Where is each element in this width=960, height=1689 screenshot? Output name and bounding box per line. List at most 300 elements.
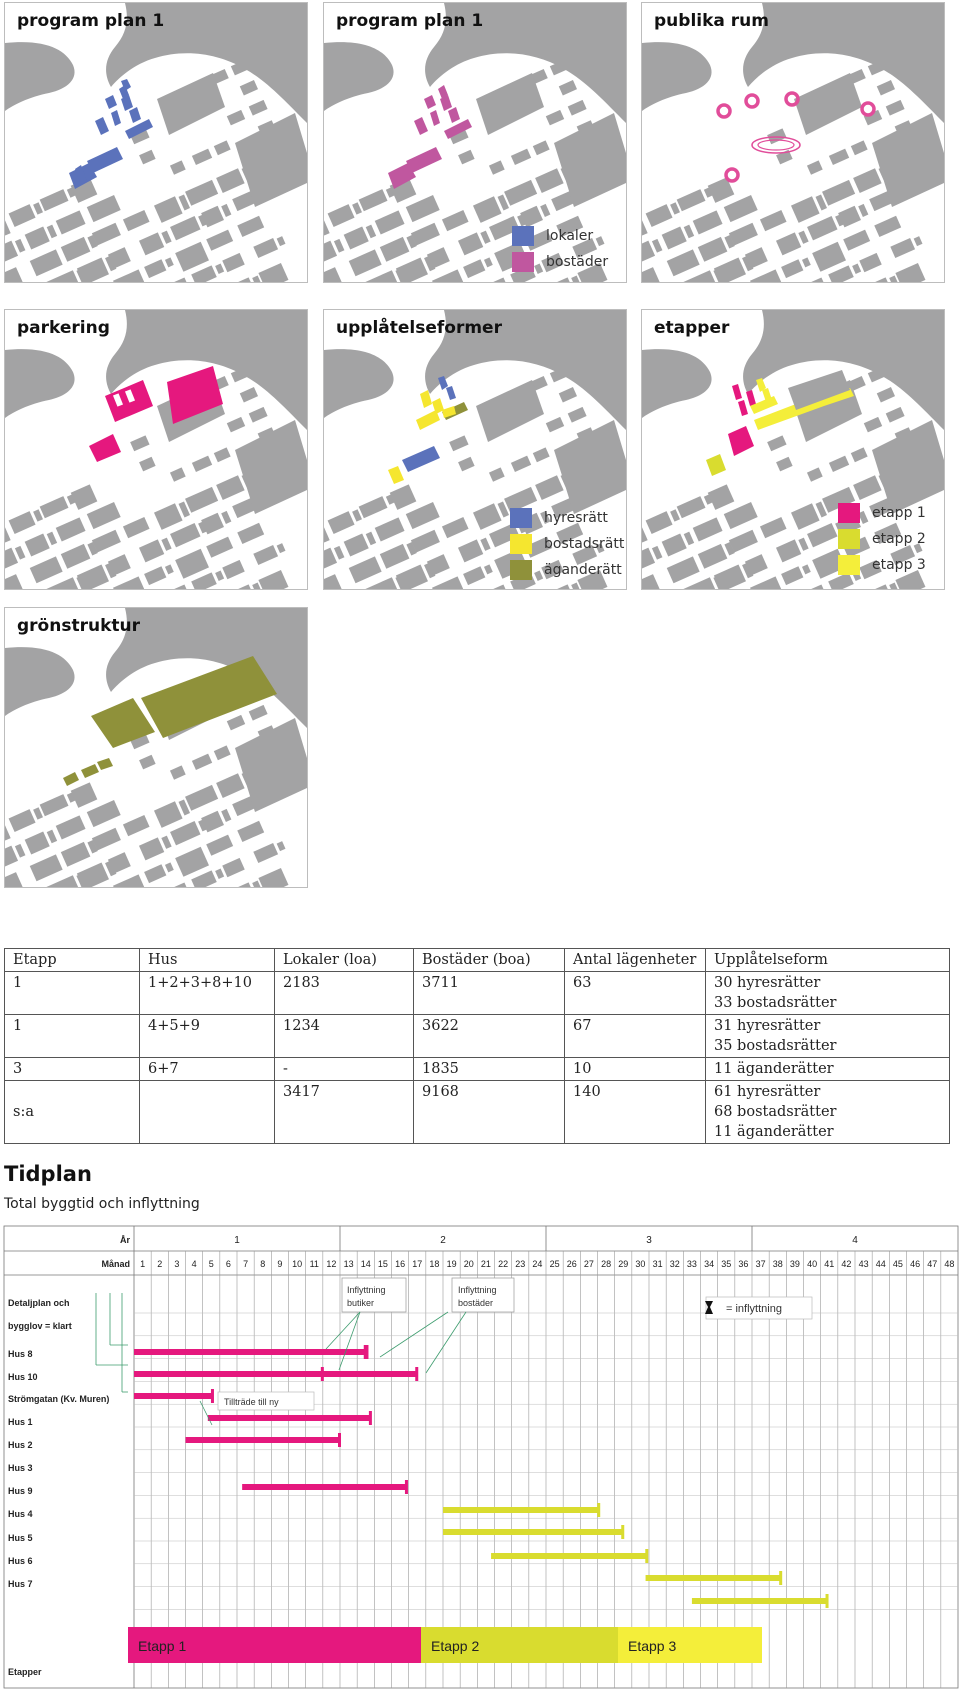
month-label: 12 xyxy=(326,1259,337,1269)
gantt-bar xyxy=(134,1371,417,1377)
building xyxy=(851,447,868,462)
building xyxy=(258,868,288,887)
building xyxy=(559,80,577,95)
building xyxy=(192,456,212,472)
building xyxy=(46,270,82,282)
building xyxy=(185,487,218,513)
building xyxy=(698,237,728,262)
building xyxy=(344,227,369,250)
building xyxy=(9,204,36,227)
green-area xyxy=(63,772,79,786)
building xyxy=(237,523,264,544)
building xyxy=(33,509,43,521)
building xyxy=(56,815,86,839)
building xyxy=(216,475,245,500)
building xyxy=(829,149,849,165)
building xyxy=(206,537,233,558)
building xyxy=(237,216,264,237)
month-label: 39 xyxy=(789,1259,800,1269)
building xyxy=(642,525,648,543)
building xyxy=(458,457,475,472)
building xyxy=(25,534,50,557)
gantt-bar xyxy=(692,1598,828,1604)
building xyxy=(61,237,91,262)
building xyxy=(92,828,121,851)
cell-antal: 10 xyxy=(565,1058,706,1081)
gantt-bar-end xyxy=(621,1525,624,1539)
base-map xyxy=(5,3,307,282)
building xyxy=(807,523,837,547)
month-label: 27 xyxy=(583,1259,594,1269)
building xyxy=(25,227,50,250)
building xyxy=(139,150,156,165)
building xyxy=(56,210,86,234)
building xyxy=(191,265,217,282)
building xyxy=(349,556,382,583)
building xyxy=(277,236,286,246)
building xyxy=(406,502,440,529)
building xyxy=(760,517,787,538)
stage-block xyxy=(732,384,742,400)
month-label: 18 xyxy=(429,1259,440,1269)
building xyxy=(886,100,905,116)
building xyxy=(411,530,440,553)
building xyxy=(714,564,746,589)
building xyxy=(533,140,550,155)
green-area xyxy=(97,758,113,770)
building xyxy=(463,259,485,278)
building xyxy=(47,225,57,239)
building xyxy=(750,576,781,589)
building xyxy=(642,218,648,236)
building xyxy=(642,42,712,111)
section-subtitle: Total byggtid och inflyttning xyxy=(4,1196,200,1212)
building xyxy=(252,583,261,589)
month-label: 11 xyxy=(309,1259,319,1269)
building xyxy=(240,387,258,402)
gantt-bar xyxy=(443,1507,599,1513)
panel-title: program plan 1 xyxy=(336,11,484,31)
panel-title: program plan 1 xyxy=(17,11,165,31)
gantt-bar xyxy=(443,1529,623,1535)
building xyxy=(698,544,728,569)
building xyxy=(253,843,278,863)
building xyxy=(504,180,537,206)
callout-text: Inflyttning xyxy=(458,1285,497,1295)
row-label: Hus 8 xyxy=(8,1349,33,1359)
building xyxy=(154,196,183,223)
cell-lokaler: 2183 xyxy=(275,972,414,1015)
map-panel-program-plan-b xyxy=(323,2,627,283)
building xyxy=(87,502,121,529)
building xyxy=(479,584,511,589)
month-label: 13 xyxy=(343,1259,354,1269)
building xyxy=(776,539,801,562)
stage-block xyxy=(706,454,726,476)
stage-block xyxy=(738,400,748,416)
building xyxy=(144,864,166,883)
row-label: Hus 1 xyxy=(8,1417,33,1427)
building xyxy=(828,265,854,282)
building xyxy=(324,218,330,236)
building xyxy=(877,387,895,402)
building xyxy=(175,847,209,877)
row-label: Hus 6 xyxy=(8,1556,33,1566)
building xyxy=(277,543,286,553)
building xyxy=(890,238,915,258)
building xyxy=(15,239,26,253)
building xyxy=(359,496,388,518)
gantt-bar-end xyxy=(369,1411,372,1425)
building xyxy=(170,765,186,779)
building xyxy=(15,546,26,560)
building xyxy=(646,511,673,534)
building xyxy=(161,231,171,244)
month-label: 45 xyxy=(892,1259,903,1269)
building xyxy=(781,566,803,585)
building xyxy=(92,223,121,246)
building xyxy=(458,150,475,165)
building xyxy=(568,100,587,116)
row-label: Hus 2 xyxy=(8,1440,33,1450)
building xyxy=(683,577,719,589)
stage-block xyxy=(746,390,756,406)
gantt-bar-end xyxy=(645,1549,648,1563)
building xyxy=(216,773,245,798)
legend-swatch xyxy=(510,560,532,580)
row-label: Hus 5 xyxy=(8,1533,33,1543)
building xyxy=(5,548,18,571)
row-label: Hus 7 xyxy=(8,1579,33,1589)
building xyxy=(895,263,925,282)
month-label: 46 xyxy=(910,1259,921,1269)
building xyxy=(170,160,186,174)
public-space-marker xyxy=(726,169,738,181)
building xyxy=(123,210,150,231)
building xyxy=(30,556,63,583)
callout-legend xyxy=(705,1297,812,1319)
building xyxy=(185,785,218,811)
building xyxy=(380,237,410,262)
building xyxy=(724,195,758,222)
cell-etapp: s:a xyxy=(5,1081,140,1144)
cell-bostader: 1835 xyxy=(414,1058,565,1081)
building xyxy=(221,809,231,822)
gantt-bar xyxy=(208,1415,371,1421)
building xyxy=(5,872,25,887)
building xyxy=(144,259,166,278)
month-label: 17 xyxy=(412,1259,423,1269)
building xyxy=(113,576,144,589)
gantt-bar-end xyxy=(321,1367,324,1381)
legend-swatch xyxy=(510,508,532,528)
building xyxy=(139,232,164,255)
building xyxy=(139,755,156,770)
etapp-label: Etapp 1 xyxy=(138,1638,187,1654)
month-label: 5 xyxy=(208,1259,214,1269)
gantt-bar xyxy=(134,1349,366,1355)
month-label: 40 xyxy=(807,1259,818,1269)
gantt-bar-end xyxy=(211,1389,214,1403)
building xyxy=(165,564,174,574)
building xyxy=(843,230,870,251)
table-header: Lokaler (loa) xyxy=(275,949,414,972)
gantt-bar-end xyxy=(779,1571,782,1585)
building xyxy=(9,511,36,534)
gantt-bar xyxy=(646,1575,782,1581)
building xyxy=(476,73,544,135)
building xyxy=(776,457,793,472)
building xyxy=(797,584,829,589)
building xyxy=(365,270,401,282)
building xyxy=(46,577,82,589)
month-label: 7 xyxy=(243,1259,249,1269)
building xyxy=(161,836,171,849)
map-panel-program-plan-a xyxy=(4,2,308,283)
building xyxy=(760,210,787,231)
cell-upplatelse: 31 hyresrätter 35 bostadsrätter xyxy=(706,1015,950,1058)
building xyxy=(5,241,18,264)
month-label: 43 xyxy=(858,1259,869,1269)
building xyxy=(214,745,231,760)
cell-antal: 67 xyxy=(565,1015,706,1058)
building xyxy=(533,447,550,462)
etapper-label: Etapper xyxy=(8,1667,42,1677)
building xyxy=(511,456,531,472)
building xyxy=(227,277,253,282)
building xyxy=(123,815,150,836)
building xyxy=(5,647,75,716)
building xyxy=(258,263,288,282)
legend-item: äganderätt xyxy=(510,557,624,583)
table-row xyxy=(5,1058,950,1081)
building xyxy=(113,269,144,282)
building xyxy=(546,417,564,433)
month-label: 48 xyxy=(944,1259,955,1269)
building xyxy=(677,189,706,211)
building xyxy=(352,202,362,214)
building xyxy=(458,232,483,255)
building xyxy=(324,267,344,282)
building xyxy=(484,564,493,574)
building xyxy=(684,532,694,546)
program-block xyxy=(105,95,117,109)
gantt-bar-end xyxy=(826,1594,829,1608)
legend-swatch xyxy=(838,529,860,549)
building xyxy=(334,239,345,253)
building xyxy=(206,835,233,856)
building xyxy=(642,574,662,589)
building xyxy=(642,349,712,418)
building xyxy=(807,467,823,481)
building xyxy=(170,216,200,240)
legend-swatch xyxy=(838,503,860,523)
building xyxy=(139,837,164,860)
table-header: Etapp xyxy=(5,949,140,972)
map-legend xyxy=(510,505,624,583)
row-label: Hus 4 xyxy=(8,1509,33,1519)
public-space-marker xyxy=(718,105,730,117)
month-label: 2 xyxy=(157,1259,163,1269)
building xyxy=(157,73,225,135)
month-label: 30 xyxy=(635,1259,646,1269)
month-label: 23 xyxy=(515,1259,526,1269)
building xyxy=(864,584,890,589)
cell-hus: 6+7 xyxy=(140,1058,275,1081)
building xyxy=(161,538,171,551)
building xyxy=(724,502,758,529)
building xyxy=(144,566,166,585)
building xyxy=(253,545,278,565)
map-panel-publika-rum xyxy=(641,2,945,283)
table-row xyxy=(5,972,950,1015)
panel-title: parkering xyxy=(17,318,110,338)
building xyxy=(77,257,109,282)
building xyxy=(859,253,882,272)
base-map xyxy=(642,3,944,282)
cell-hus xyxy=(140,1081,275,1144)
building xyxy=(30,249,63,276)
building xyxy=(221,204,231,217)
cell-upplatelse: 30 hyresrätter 33 bostadsrätter xyxy=(706,972,950,1015)
building xyxy=(5,267,25,282)
building xyxy=(571,276,580,282)
building xyxy=(652,546,663,560)
building xyxy=(489,160,505,174)
public-space-marker xyxy=(862,103,874,115)
month-label: 34 xyxy=(704,1259,715,1269)
building xyxy=(798,231,808,244)
building xyxy=(175,549,209,579)
cell-bostader: 3622 xyxy=(414,1015,565,1058)
building xyxy=(240,80,258,95)
stage-block xyxy=(762,388,772,402)
base-map xyxy=(5,310,307,589)
callout-text: Tillträde till ny xyxy=(224,1397,279,1407)
building xyxy=(714,257,746,282)
cell-lokaler: - xyxy=(275,1058,414,1081)
cell-upplatelse: 11 äganderätter xyxy=(706,1058,950,1081)
tenure-block xyxy=(416,410,440,430)
building xyxy=(154,503,183,530)
cell-antal: 63 xyxy=(565,972,706,1015)
month-header: Månad xyxy=(101,1259,130,1269)
building xyxy=(693,517,723,541)
building xyxy=(334,546,345,560)
building xyxy=(113,874,144,887)
cell-hus: 1+2+3+8+10 xyxy=(140,972,275,1015)
building xyxy=(222,253,245,272)
building xyxy=(889,583,898,589)
building xyxy=(5,525,11,543)
building xyxy=(670,202,680,214)
cell-etapp: 1 xyxy=(5,1015,140,1058)
building xyxy=(646,204,673,227)
program-block xyxy=(87,147,123,173)
table-header: Bostäder (boa) xyxy=(414,949,565,972)
month-label: 35 xyxy=(721,1259,732,1269)
building xyxy=(708,484,735,510)
building xyxy=(214,447,231,462)
building xyxy=(480,538,490,551)
building xyxy=(123,517,150,538)
building xyxy=(767,435,786,451)
building xyxy=(215,869,224,879)
building xyxy=(5,42,75,111)
month-label: 16 xyxy=(395,1259,406,1269)
building xyxy=(215,571,224,581)
building xyxy=(571,583,580,589)
building xyxy=(684,225,694,239)
building xyxy=(253,238,278,258)
building xyxy=(359,189,388,211)
building xyxy=(670,509,680,521)
building xyxy=(206,230,233,251)
cell-bostader: 3711 xyxy=(414,972,565,1015)
table-row xyxy=(5,1015,950,1058)
gantt-bar-end xyxy=(415,1367,418,1381)
building xyxy=(15,844,26,858)
building xyxy=(864,417,882,433)
month-label: 4 xyxy=(191,1259,197,1269)
cell-hus: 4+5+9 xyxy=(140,1015,275,1058)
building xyxy=(258,570,288,589)
month-label: 33 xyxy=(686,1259,697,1269)
table-row xyxy=(5,1081,950,1144)
building xyxy=(324,548,337,571)
building xyxy=(192,149,212,165)
building xyxy=(554,113,626,207)
building xyxy=(380,544,410,569)
building xyxy=(794,73,862,135)
building xyxy=(170,821,200,845)
month-label: 29 xyxy=(618,1259,629,1269)
building xyxy=(214,140,231,155)
legend-item: bostadsrätt xyxy=(510,531,624,557)
building xyxy=(886,407,905,423)
overlay-layer xyxy=(388,376,468,484)
year-label: 3 xyxy=(646,1235,652,1246)
month-label: 21 xyxy=(480,1259,491,1269)
building xyxy=(5,349,75,418)
month-label: 41 xyxy=(824,1259,835,1269)
building xyxy=(237,821,264,842)
month-label: 47 xyxy=(927,1259,938,1269)
building xyxy=(5,823,11,841)
building xyxy=(175,242,209,272)
table-header: Upplåtelseform xyxy=(706,949,950,972)
building xyxy=(853,168,882,193)
cell-antal: 140 xyxy=(565,1081,706,1144)
building xyxy=(432,269,463,282)
row-label: Hus 9 xyxy=(8,1486,33,1496)
gantt-bar xyxy=(134,1393,213,1399)
building xyxy=(222,560,245,579)
building xyxy=(390,484,417,510)
building xyxy=(33,202,43,214)
building xyxy=(40,794,69,816)
building xyxy=(473,196,502,223)
building xyxy=(914,236,923,246)
building xyxy=(677,496,706,518)
etapp-label: Etapp 2 xyxy=(431,1638,480,1654)
gantt-bar xyxy=(491,1553,647,1559)
building xyxy=(221,511,231,524)
building xyxy=(546,584,572,589)
gantt-bar-end xyxy=(365,1345,368,1359)
building xyxy=(812,242,846,272)
map-panel-etapper xyxy=(641,309,945,590)
